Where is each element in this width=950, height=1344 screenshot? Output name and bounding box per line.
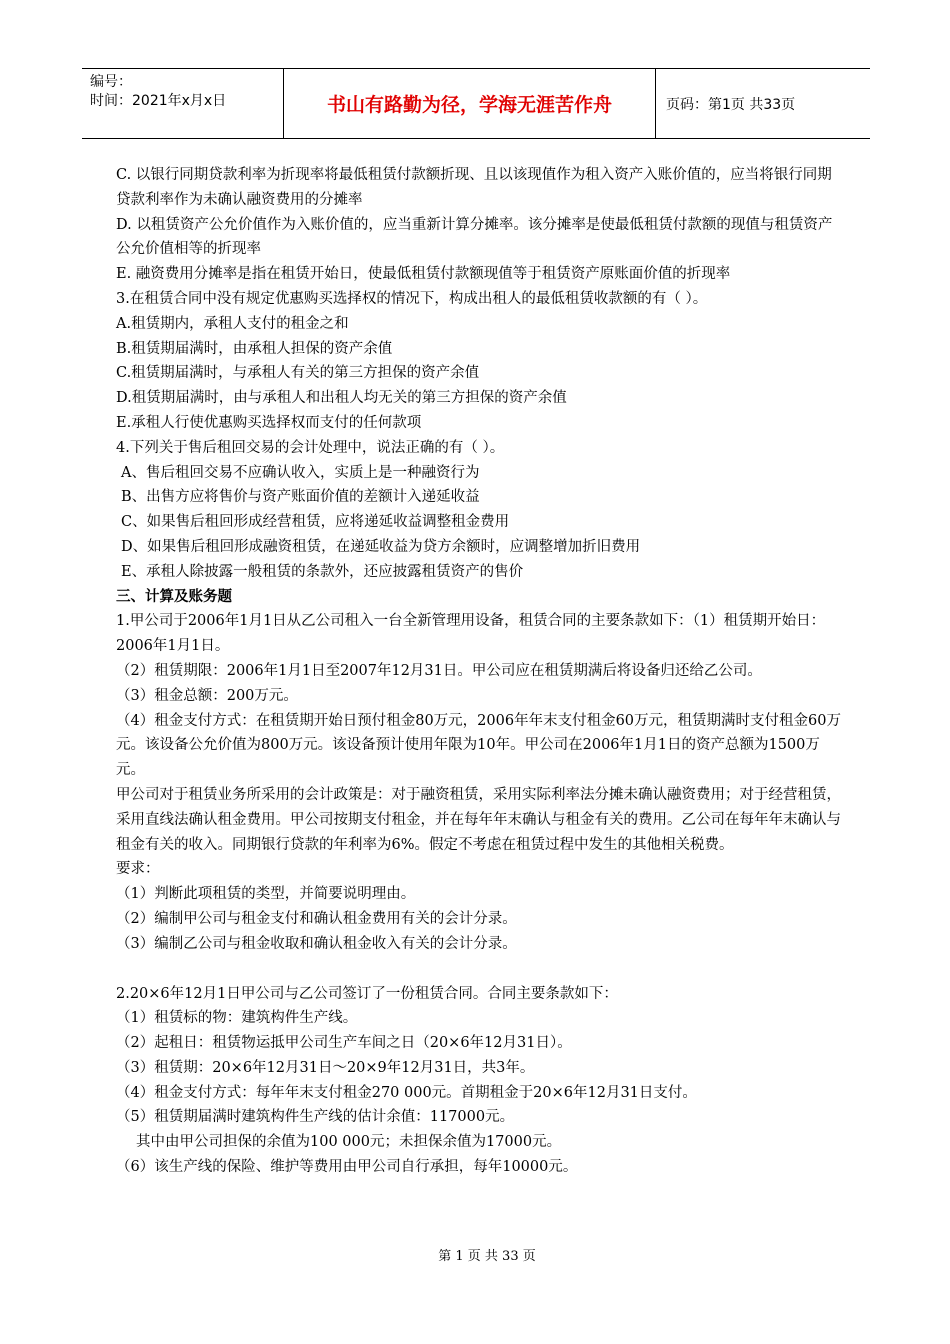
number-label: 编号： — [90, 74, 132, 90]
q3-option-a: A.租赁期内，承租人支付的租金之和 — [116, 315, 349, 332]
requirement-1: （1）判断此项租赁的类型，并简要说明理由。 — [116, 886, 416, 903]
problem-2-item-4: （4）租金支付方式：每年年末支付租金270 000元。首期租金于20×6年12月31日支付。 — [116, 1084, 697, 1101]
q4-option-e: E、承租人除披露一般租赁的条款外，还应披露租赁资产的售价 — [121, 563, 524, 580]
question-3: 3.在租赁合同中没有规定优惠购买选择权的情况下，构成出租人的最低租赁收款额的有（ ）。 — [116, 290, 708, 307]
problem-1-term: （2）租赁期限：2006年1月1日至2007年12月31日。甲公司应在租赁期满后将设备归还给乙公司。 — [116, 662, 762, 679]
requirements-label: 要求： — [116, 861, 160, 878]
problem-2-item-1: （1）租赁标的物：建筑构件生产线。 — [116, 1010, 358, 1027]
page-footer — [0, 1245, 950, 1264]
q4-option-b: B、出售方应将售价与资产账面价值的差额计入递延收益 — [121, 489, 480, 506]
problem-2-item-2: （2）起租日：租赁物运抵甲公司生产车间之日（20×6年12月31日）。 — [116, 1035, 572, 1052]
header-page-info: 页码：第1页 共33页 — [666, 96, 796, 113]
problem-2-item-5: （5）租赁期届满时建筑构件生产线的估计余值：117000元。 — [116, 1109, 515, 1126]
section-heading: 三、计算及账务题 — [116, 588, 232, 605]
requirement-2: （2）编制甲公司与租金支付和确认租金费用有关的会计分录。 — [116, 910, 517, 927]
q3-option-e: E.承租人行使优惠购买选择权而支付的任何款项 — [116, 414, 422, 431]
document-body — [116, 163, 842, 1180]
problem-1-total-rent: （3）租金总额：200万元。 — [116, 687, 298, 704]
header-meta — [82, 69, 283, 138]
problem-2-item-5-detail: 其中由甲公司担保的余值为100 000元；未担保余值为17000元。 — [136, 1134, 562, 1151]
problem-2-item-3: （3）租赁期：20×6年12月31日～20×9年12月31日，共3年。 — [116, 1059, 535, 1076]
header-motto: 书山有路勤为径，学海无涯苦作舟 — [283, 69, 656, 138]
problem-2-item-6: （6）该生产线的保险、维护等费用由甲公司自行承担，每年10000元。 — [116, 1159, 578, 1176]
header-table — [82, 68, 870, 139]
q4-option-a: A、售后租回交易不应确认收入，实质上是一种融资行为 — [121, 464, 480, 481]
option-d-text: D. 以租赁资产公允价值作为入账价值的，应当重新计算分摊率。该分摊率是使最低租赁付款额的现值与租赁资产公允价值相等的折现率 — [116, 216, 833, 258]
problem-1-policy: 甲公司对于租赁业务所采用的会计政策是：对于融资租赁，采用实际利率法分摊未确认融资费用；对于经营租赁，采用直线法确认租金费用。甲公司按期支付租金，并在每年年末确认与租金有关的费用。乙公司在每年年末确认与租金有关的收入。同期银行贷款的年利率为6%。假定不考虑在租赁过程中发生的其他相关税费。 — [116, 786, 841, 853]
q4-option-c: C、如果售后租回形成经营租赁，应将递延收益调整租金费用 — [121, 514, 510, 531]
option-c-text: C. 以银行同期贷款利率为折现率将最低租赁付款额折现、且以该现值作为租入资产入账价值的，应当将银行同期贷款利率作为未确认融资费用的分摊率 — [116, 167, 832, 208]
requirement-3: （3）编制乙公司与租金收取和确认租金收入有关的会计分录。 — [116, 935, 517, 952]
q4-option-d: D、如果售后租回形成融资租赁，在递延收益为贷方余额时，应调整增加折旧费用 — [121, 538, 641, 555]
problem-1-payment: （4）租金支付方式：在租赁期开始日预付租金80万元，2006年年末支付租金60万元，租赁期满时支付租金60万元。该设备公允价值为800万元。该设备预计使用年限为10年。甲公司在2006年1月1日的资产总额为1500万元。 — [116, 712, 841, 779]
question-4: 4.下列关于售后租回交易的会计处理中，说法正确的有（ ）。 — [116, 439, 505, 456]
q3-option-d: D.租赁期届满时，由与承租人和出租人均无关的第三方担保的资产余值 — [116, 390, 567, 407]
paragraph-gap — [116, 957, 842, 982]
q3-option-c: C.租赁期届满时，与承租人有关的第三方担保的资产余值 — [116, 365, 480, 382]
problem-2-intro: 2.20×6年12月1日甲公司与乙公司签订了一份租赁合同。合同主要条款如下： — [116, 985, 618, 1002]
option-e-text: E. 融资费用分摊率是指在租赁开始日，使最低租赁付款额现值等于租赁资产原账面价值的折现率 — [116, 266, 731, 283]
q3-option-b: B.租赁期届满时，由承租人担保的资产余值 — [116, 340, 393, 357]
footer-page-number: 第 1 页 共 33 页 — [438, 1249, 536, 1264]
date-label: 时间：2021年x月x日 — [90, 93, 227, 109]
problem-1-intro: 1.甲公司于2006年1月1日从乙公司租入一台全新管理用设备，租赁合同的主要条款如下：（1）租赁期开始日：2006年1月1日。 — [116, 613, 826, 655]
